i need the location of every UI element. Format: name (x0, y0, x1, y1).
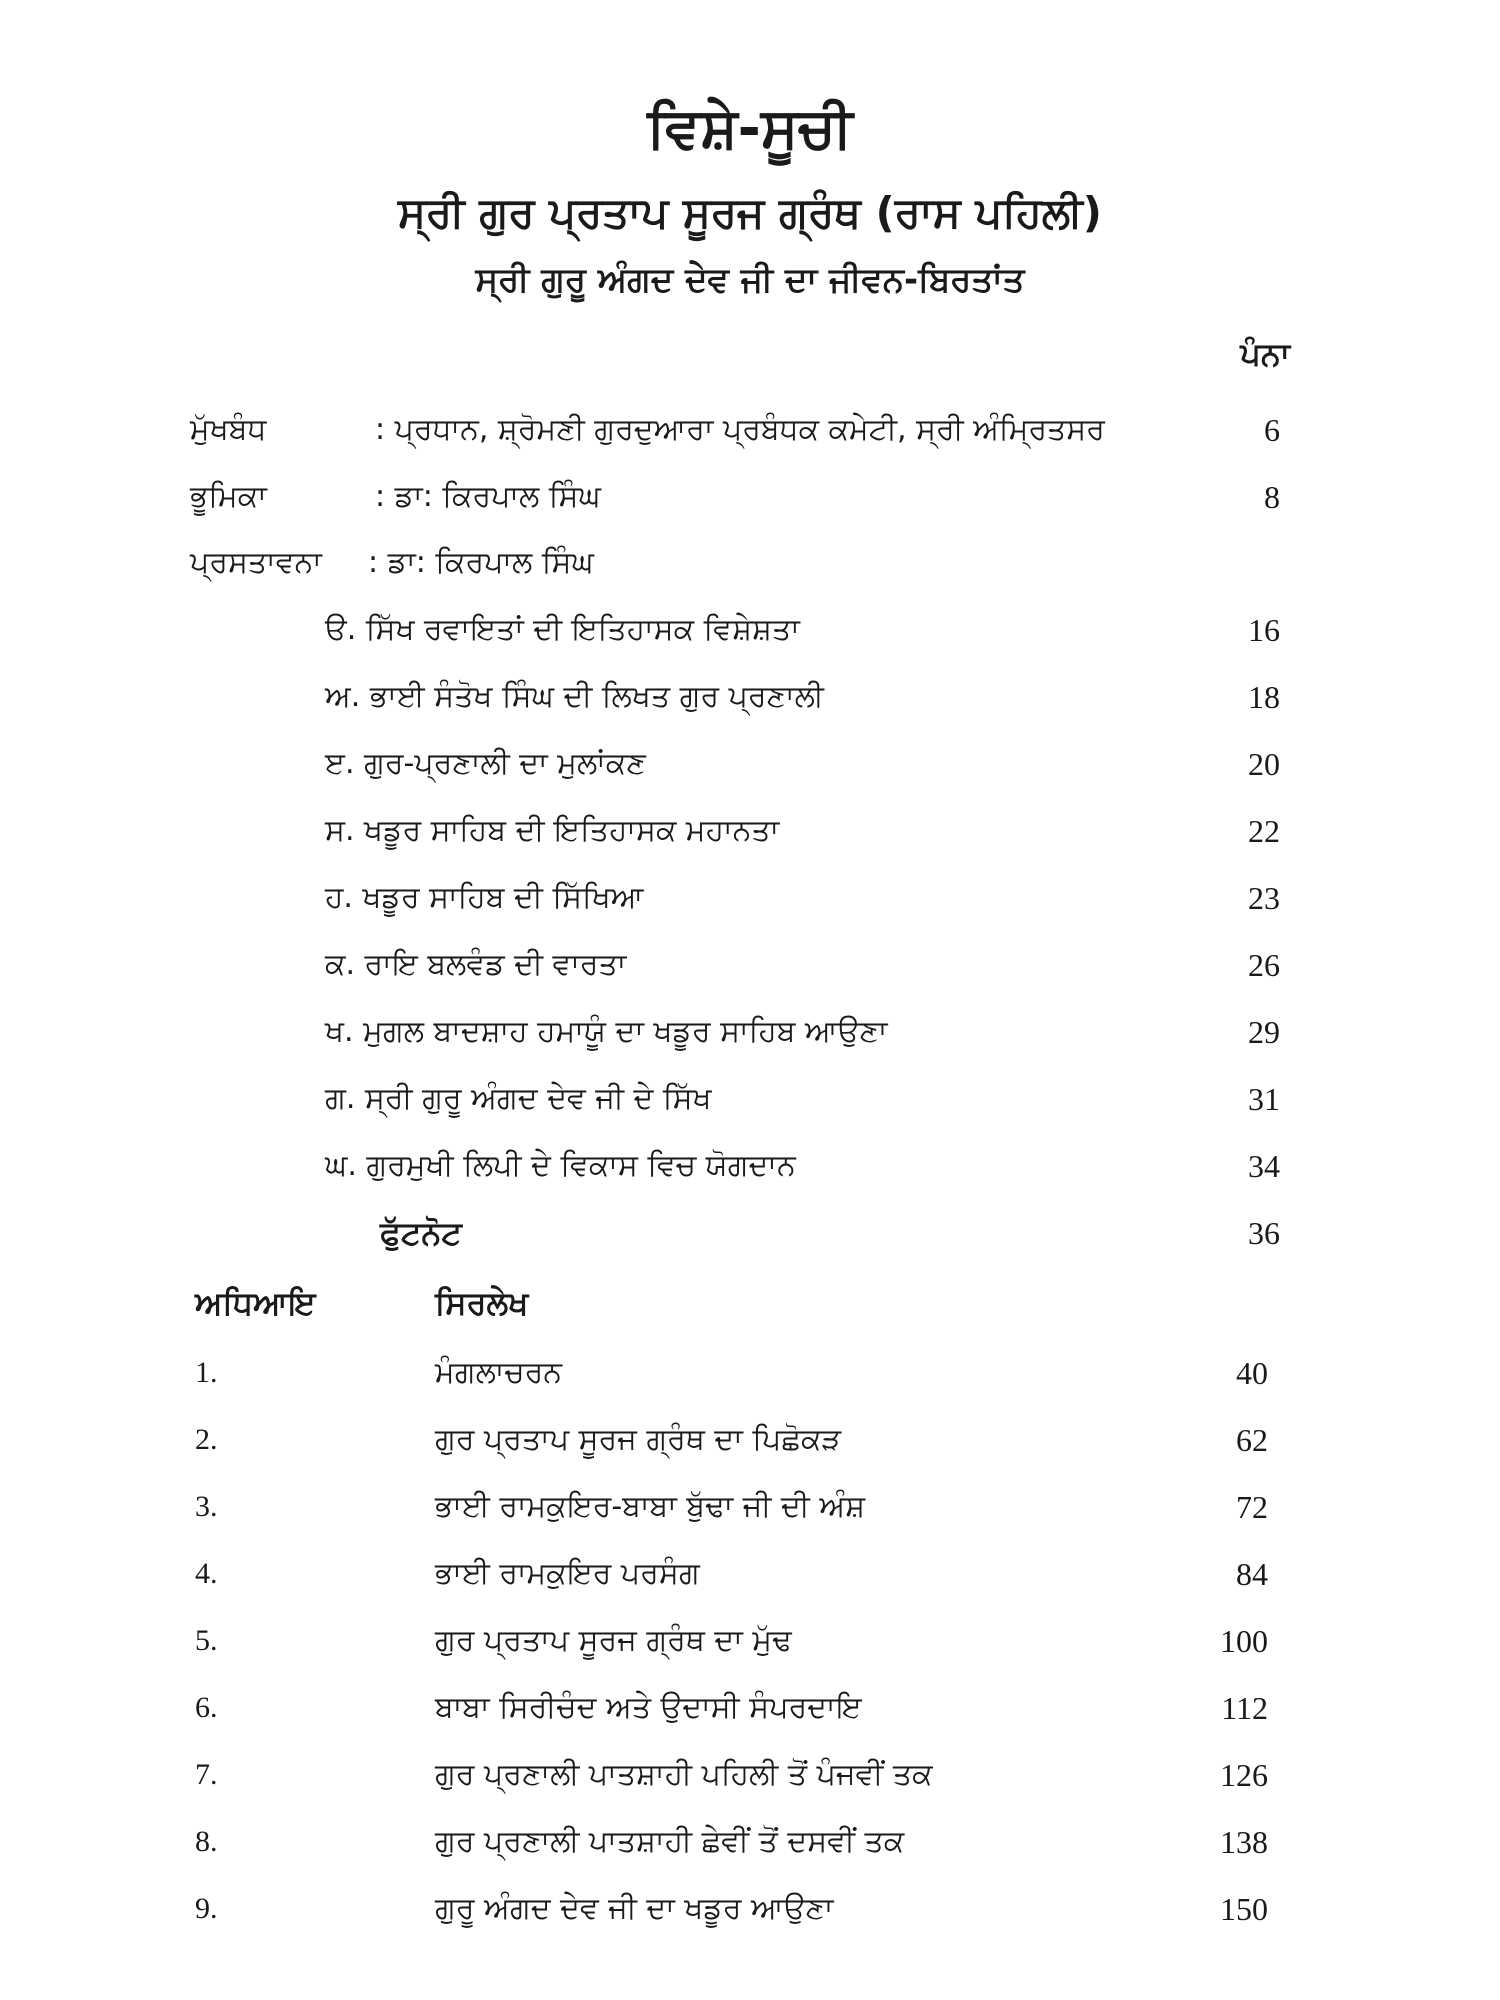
book-title: ਸ੍ਰੀ ਗੁਰ ਪ੍ਰਤਾਪ ਸੂਰਜ ਗ੍ਰੰਥ (ਰਾਸ ਪਹਿਲੀ) (398, 188, 1102, 237)
chapter-page: 100 (1220, 1623, 1268, 1659)
toc-subsection (0, 940, 1500, 990)
entry-page: 18 (1248, 679, 1280, 715)
toc-subsection (0, 672, 1500, 722)
chapter-page: 138 (1220, 1824, 1268, 1860)
entry-text: ਘ. ਗੁਰਮੁਖੀ ਲਿਪੀ ਦੇ ਵਿਕਾਸ ਵਿਚ ਯੋਗਦਾਨ (325, 1148, 796, 1183)
entry-text: ਫੁੱਟਨੋਟ (380, 1214, 462, 1252)
entry-text: ਗ. ਸ੍ਰੀ ਗੁਰੂ ਅੰਗਦ ਦੇਵ ਜੀ ਦੇ ਸਿੱਖ (325, 1081, 712, 1116)
toc-entry-footnotes (0, 1208, 1500, 1258)
toc-entry-introduction (0, 472, 1500, 522)
chapter-number: 7. (195, 1758, 218, 1791)
chapter-page: 126 (1220, 1757, 1268, 1793)
chapter-title: ਮੰਗਲਾਚਰਨ (435, 1355, 563, 1390)
toc-subsection (0, 1074, 1500, 1124)
chapter-number: 6. (195, 1691, 218, 1724)
chapter-page: 72 (1236, 1489, 1268, 1525)
chapter-title: ਗੁਰ ਪ੍ਰਣਾਲੀ ਪਾਤਸ਼ਾਹੀ ਪਹਿਲੀ ਤੋਂ ਪੰਜਵੀਂ ਤਕ (435, 1757, 933, 1792)
chapter-number: 1. (195, 1356, 218, 1389)
toc-subsection (0, 605, 1500, 655)
chapter-number: 5. (195, 1624, 218, 1657)
toc-subsection (0, 1141, 1500, 1191)
entry-page: 16 (1248, 612, 1280, 648)
chapter-title: ਬਾਬਾ ਸਿਰੀਚੰਦ ਅਤੇ ਉਦਾਸੀ ਸੰਪਰਦਾਇ (435, 1690, 862, 1725)
entry-page: 31 (1248, 1081, 1280, 1117)
chapter-table-header (0, 1278, 1500, 1328)
entry-page: 20 (1248, 746, 1280, 782)
toc-subsection (0, 739, 1500, 789)
chapter-row (0, 1616, 1500, 1666)
chapter-number: 3. (195, 1490, 218, 1523)
entry-page: 6 (1264, 412, 1280, 448)
toc-subsection (0, 806, 1500, 856)
entry-page: 36 (1248, 1215, 1280, 1251)
entry-page: 22 (1248, 813, 1280, 849)
entry-label: ਭੂਮਿਕਾ (190, 479, 267, 514)
chapter-number: 2. (195, 1423, 218, 1456)
chapter-number: 9. (195, 1892, 218, 1925)
chapter-page: 112 (1221, 1690, 1268, 1726)
chapter-row (0, 1884, 1500, 1934)
chapter-number-header: ਅਧਿਆਇ (195, 1284, 316, 1322)
entry-label: ਪ੍ਰਸਤਾਵਨਾ (190, 545, 322, 580)
chapter-row (0, 1817, 1500, 1867)
chapter-title-header: ਸਿਰਲੇਖ (435, 1284, 529, 1322)
entry-text: : ਡਾ: ਕਿਰਪਾਲ ਸਿੰਘ (368, 545, 594, 580)
chapter-title: ਗੁਰ ਪ੍ਰਤਾਪ ਸੂਰਜ ਗ੍ਰੰਥ ਦਾ ਪਿਛੋਕੜ (435, 1422, 842, 1457)
entry-text: : ਪ੍ਰਧਾਨ, ਸ਼੍ਰੋਮਣੀ ਗੁਰਦੁਆਰਾ ਪ੍ਰਬੰਧਕ ਕਮੇਟੀ, ਸ੍ਰੀ ਅੰਮ੍ਰਿਤਸਰ (375, 412, 1105, 447)
chapter-page: 40 (1236, 1355, 1268, 1391)
entry-text: ੳ. ਸਿੱਖ ਰਵਾਇਤਾਂ ਦੀ ਇਤਿਹਾਸਕ ਵਿਸ਼ੇਸ਼ਤਾ (325, 612, 800, 647)
entry-page: 29 (1248, 1014, 1280, 1050)
entry-page: 26 (1248, 947, 1280, 983)
toc-entry-foreword (0, 538, 1500, 588)
page-title: ਵਿਸ਼ੇ-ਸੂਚੀ (647, 96, 853, 161)
chapter-row (0, 1683, 1500, 1733)
chapter-title: ਭਾਈ ਰਾਮਕੁਇਰ-ਬਾਬਾ ਬੁੱਢਾ ਜੀ ਦੀ ਅੰਸ਼ (435, 1489, 866, 1524)
entry-label: ਮੁੱਖਬੰਧ (190, 412, 267, 447)
entry-text: ੲ. ਗੁਰ-ਪ੍ਰਣਾਲੀ ਦਾ ਮੁਲਾਂਕਣ (325, 746, 646, 781)
entry-page: 34 (1248, 1148, 1280, 1184)
toc-subsection (0, 873, 1500, 923)
entry-text: ਕ. ਰਾਇ ਬਲਵੰਡ ਦੀ ਵਾਰਤਾ (325, 947, 627, 982)
entry-text: : ਡਾ: ਕਿਰਪਾਲ ਸਿੰਘ (375, 479, 601, 514)
chapter-page: 150 (1220, 1891, 1268, 1927)
chapter-title: ਗੁਰ ਪ੍ਰਤਾਪ ਸੂਰਜ ਗ੍ਰੰਥ ਦਾ ਮੁੱਢ (435, 1623, 792, 1658)
page-column-header: ਪੰਨਾ (1240, 335, 1290, 373)
chapter-title: ਭਾਈ ਰਾਮਕੁਇਰ ਪਰਸੰਗ (435, 1556, 700, 1591)
chapter-page: 84 (1236, 1556, 1268, 1592)
chapter-row (0, 1482, 1500, 1532)
chapter-row (0, 1348, 1500, 1398)
entry-text: ਅ. ਭਾਈ ਸੰਤੋਖ ਸਿੰਘ ਦੀ ਲਿਖਤ ਗੁਰ ਪ੍ਰਣਾਲੀ (325, 679, 824, 714)
entry-text: ਖ. ਮੁਗਲ ਬਾਦਸ਼ਾਹ ਹਮਾਯੂੰ ਦਾ ਖਡੂਰ ਸਾਹਿਬ ਆਉਣਾ (325, 1014, 888, 1049)
chapter-row (0, 1750, 1500, 1800)
chapter-row (0, 1415, 1500, 1465)
entry-page: 8 (1264, 479, 1280, 515)
entry-text: ਸ. ਖਡੂਰ ਸਾਹਿਬ ਦੀ ਇਤਿਹਾਸਕ ਮਹਾਨਤਾ (325, 813, 780, 848)
entry-page: 23 (1248, 880, 1280, 916)
chapter-page: 62 (1236, 1422, 1268, 1458)
chapter-row (0, 1549, 1500, 1599)
toc-subsection (0, 1007, 1500, 1057)
entry-text: ਹ. ਖਡੂਰ ਸਾਹਿਬ ਦੀ ਸਿੱਖਿਆ (325, 880, 644, 915)
chapter-title: ਗੁਰ ਪ੍ਰਣਾਲੀ ਪਾਤਸ਼ਾਹੀ ਛੇਵੀਂ ਤੋਂ ਦਸਵੀਂ ਤਕ (435, 1824, 905, 1859)
chapter-number: 8. (195, 1825, 218, 1858)
toc-entry-preface (0, 405, 1500, 455)
book-subtitle: ਸ੍ਰੀ ਗੁਰੂ ਅੰਗਦ ਦੇਵ ਜੀ ਦਾ ਜੀਵਨ-ਬਿਰਤਾਂਤ (475, 260, 1025, 300)
chapter-title: ਗੁਰੂ ਅੰਗਦ ਦੇਵ ਜੀ ਦਾ ਖਡੂਰ ਆਉਣਾ (435, 1891, 834, 1926)
chapter-number: 4. (195, 1557, 218, 1590)
